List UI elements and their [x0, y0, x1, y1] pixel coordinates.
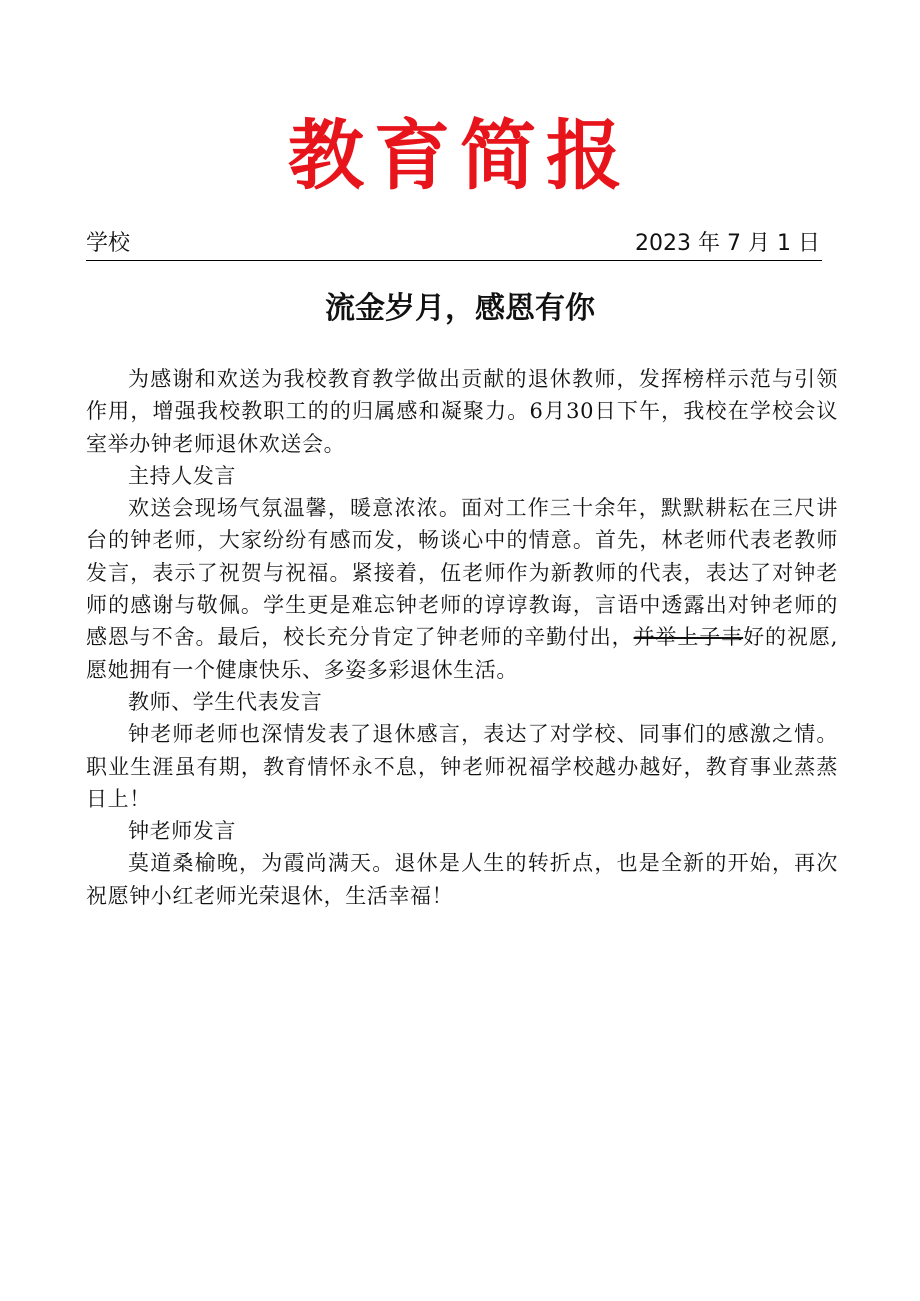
paragraph-closing: 莫道桑榆晚，为霞尚满天。退休是人生的转折点，也是全新的开始，再次祝愿钟小红老师光荣退休，生活幸福！	[86, 851, 838, 908]
paragraph-event-text: 欢送会现场气氛温馨，暖意浓浓。面对工作三十余年，默默耕耘在三尺讲台的钟老师，大家纷纷有感而发，畅谈心中的情意。首先，林老师代表老教师发言，表示了祝贺与祝福。紧接着，伍老师作为新教师的代表，表达了对钟老师的感谢与敬佩。学生更是难忘钟老师的谆谆教诲，言语中透露出对钟老师的感恩与不舍。最后，校长充分肯定了钟老师的辛勤付出，	[86, 496, 838, 650]
section-heading-reps: 教师、学生代表发言	[128, 689, 323, 714]
paragraph-event-tail: 好的祝愿,愿她拥有一个健康快乐、多姿多彩退休生活。	[86, 625, 839, 682]
section-heading-zhong: 钟老师发言	[128, 819, 236, 844]
meta-row	[86, 228, 822, 261]
issue-date: 2023 年 7 月 1 日	[635, 231, 820, 256]
paragraph-event	[86, 492, 838, 686]
article-headline: 流金岁月，感恩有你	[325, 291, 595, 326]
section-heading-host: 主持人发言	[128, 463, 236, 488]
article-body	[86, 363, 838, 912]
school-label: 学校	[86, 231, 131, 256]
masthead-title: 教育简报	[288, 111, 632, 200]
paragraph-speech: 钟老师老师也深情发表了退休感言，表达了对学校、同事们的感激之情。职业生涯虽有期，教育情怀永不息，钟老师祝福学校越办越好，教育事业蒸蒸日上！	[86, 722, 838, 811]
struck-text: 并举上子丰	[633, 625, 744, 650]
paragraph-intro: 为感谢和欢送为我校教育教学做出贡献的退休教师，发挥榜样示范与引领作用，增强我校教职工的的归属感和凝聚力。6月30日下午，我校在学校会议室举办钟老师退休欢送会。	[86, 367, 838, 456]
